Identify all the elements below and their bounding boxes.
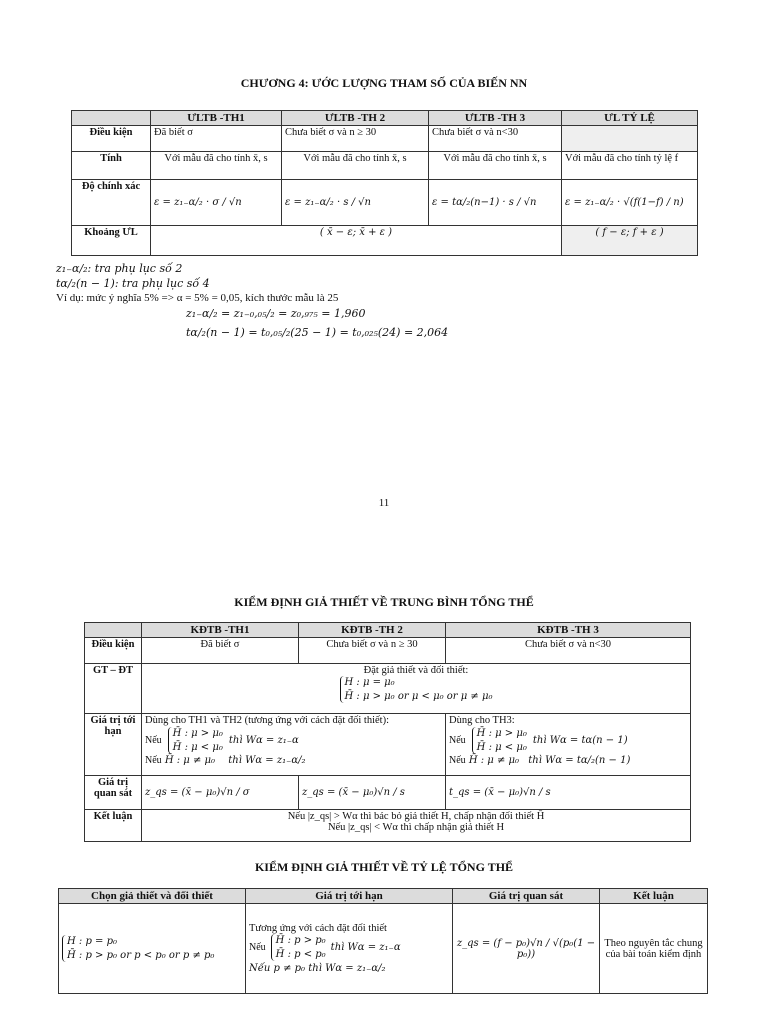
cell-compute-ratio: Với mẫu đã cho tính tỷ lệ f: [562, 152, 698, 180]
cell-precision-th1: ε = z₁₋α/₂ · σ / √n: [151, 180, 282, 226]
note-t-table: tα/₂(n − 1): tra phụ lục số 4: [56, 277, 210, 290]
ratio-test-table: [58, 888, 708, 994]
cell-precision-th3: ε = tα/₂(n−1) · s / √n: [429, 180, 562, 226]
ratio-critical-a: H̄ : p > p₀: [275, 935, 326, 946]
row-label-condition: Điều kiện: [72, 126, 151, 152]
hypothesis-alt: H̄ : μ > μ₀ or μ < μ₀ or μ ≠ μ₀: [344, 690, 493, 702]
cell-observed-kd1: z_qs = (x̄ − μ₀)√n / σ: [142, 776, 299, 810]
cell-condition-th2: Chưa biết σ và n ≥ 30: [282, 126, 429, 152]
critical-left-neu-2: Nếu: [145, 755, 162, 766]
critical-right-c: H̄ : μ ≠ μ₀: [468, 755, 520, 766]
row-label-compute: Tính: [72, 152, 151, 180]
corner-cell: [72, 111, 151, 126]
hypothesis-system: [340, 676, 493, 703]
cell-ratio-critical: [246, 904, 453, 994]
cell-condition-ratio: [562, 126, 698, 152]
cell-ratio-hypothesis: [59, 904, 246, 994]
col-header-ratio: ƯL TỶ LỆ: [562, 111, 698, 126]
col-header-kd2: KĐTB -TH 2: [299, 623, 446, 638]
col-header-th3: ƯLTB -TH 3: [429, 111, 562, 126]
note-z-table: z₁₋α/₂: tra phụ lục số 2: [56, 262, 183, 275]
critical-right-neu-2: Nếu: [449, 755, 466, 766]
cell-observed-kd3: t_qs = (x̄ − μ₀)√n / s: [446, 776, 691, 810]
critical-left-c-result: thì Wα = z₁₋α/₂: [228, 755, 306, 766]
critical-left-a-result: thì Wα = z₁₋α: [228, 735, 299, 746]
row-label-critical: Giá trị tới hạn: [85, 714, 142, 776]
cell-conclusion: [142, 810, 691, 842]
col-header-conclusion: Kết luận: [600, 889, 708, 904]
cell-condition-kd1: Đã biết σ: [142, 638, 299, 664]
hypothesis-null: H : μ = μ₀: [344, 677, 395, 688]
critical-left-c: H̄ : μ ≠ μ₀: [164, 755, 216, 766]
cell-ratio-observed: z_qs = (f − p₀)√n / √(p₀(1 − p₀)): [453, 904, 600, 994]
cell-compute-th1: Với mẫu đã cho tính x̄, s: [151, 152, 282, 180]
chapter-title: CHƯƠNG 4: ƯỚC LƯỢNG THAM SỐ CỦA BIẾN NN: [240, 76, 528, 90]
cell-precision-th2: ε = z₁₋α/₂ · s / √n: [282, 180, 429, 226]
critical-right-c-result: thì Wα = tα/₂(n − 1): [528, 755, 631, 766]
cell-observed-kd2: z_qs = (x̄ − μ₀)√n / s: [299, 776, 446, 810]
critical-right-a-result: thì Wα = tα(n − 1): [532, 735, 628, 746]
col-header-choose: Chọn giả thiết và đối thiết: [59, 889, 246, 904]
cell-condition-kd2: Chưa biết σ và n ≥ 30: [299, 638, 446, 664]
cell-interval-ratio: ( f − ε; f + ε ): [562, 226, 698, 256]
ratio-critical-b: H̄ : p < p₀: [275, 948, 326, 960]
critical-left-b: H̄ : μ < μ₀: [172, 741, 223, 753]
note-example-t: tα/₂(n − 1) = t₀,₀₅/₂(25 − 1) = t₀,₀₂₅(24) = 2,064: [186, 326, 449, 339]
corner-cell-2: [85, 623, 142, 638]
cell-condition-kd3: Chưa biết σ và n<30: [446, 638, 691, 664]
ratio-critical-c: Nếu p ≠ p₀ thì Wα = z₁₋α/₂: [249, 963, 386, 974]
conclusion-reject: Nếu |z_qs| > Wα thì bác bỏ giả thiết H, chấp nhận đối thiết H̄: [287, 811, 545, 822]
critical-left-a: H̄ : μ > μ₀: [172, 728, 223, 739]
row-label-precision: Độ chính xác: [72, 180, 151, 226]
cell-precision-ratio: ε = z₁₋α/₂ · √(f(1−f) / n): [562, 180, 698, 226]
ratio-critical-neu: Nếu: [249, 942, 266, 953]
ratio-hypothesis-alt: H̄ : p > p₀ or p < p₀ or p ≠ p₀: [67, 949, 215, 961]
cell-critical-left: [142, 714, 446, 776]
row-label-interval: Khoảng ƯL: [72, 226, 151, 256]
critical-left-neu: Nếu: [145, 735, 162, 746]
mean-test-table: [84, 622, 691, 842]
cell-compute-th3: Với mẫu đã cho tính x̄, s: [429, 152, 562, 180]
col-header-th2: ƯLTB -TH 2: [282, 111, 429, 126]
ratio-hypothesis-null: H : p = p₀: [67, 936, 117, 947]
critical-right-intro: Dùng cho TH3:: [449, 715, 515, 726]
critical-left-intro: Dùng cho TH1 và TH2 (tương ứng với cách đặt đối thiết):: [145, 715, 390, 726]
note-example: Ví dụ: mức ý nghĩa 5% => α = 5% = 0,05, kích thước mẫu là 25: [56, 292, 339, 304]
cell-condition-th1: Đã biết σ: [151, 126, 282, 152]
cell-interval-mean: ( x̄ − ε; x̄ + ε ): [151, 226, 562, 256]
cell-hypothesis: [142, 664, 691, 714]
hypothesis-ratio-title: KIỂM ĐỊNH GIẢ THIẾT VỀ TỶ LỆ TỔNG THỂ: [254, 860, 514, 874]
row-label-observed: Giá trị quan sát: [85, 776, 142, 810]
conclusion-accept: Nếu |z_qs| < Wα thì chấp nhận giả thiết H: [327, 822, 505, 833]
critical-right-a: H̄ : μ > μ₀: [476, 728, 527, 739]
row-label-condition-2: Điều kiện: [85, 638, 142, 664]
hypothesis-mean-title: KIỂM ĐỊNH GIẢ THIẾT VỀ TRUNG BÌNH TỔNG THỂ: [234, 595, 534, 609]
cell-compute-th2: Với mẫu đã cho tính x̄, s: [282, 152, 429, 180]
ratio-critical-a-result: thì Wα = z₁₋α: [330, 942, 401, 953]
notes-block: [56, 262, 448, 339]
critical-right-neu: Nếu: [449, 735, 466, 746]
row-label-hypothesis: GT – ĐT: [85, 664, 142, 714]
col-header-critical: Giá trị tới hạn: [246, 889, 453, 904]
cell-ratio-conclusion: Theo nguyên tắc chung của bài toán kiểm định: [600, 904, 708, 994]
col-header-th1: ƯLTB -TH1: [151, 111, 282, 126]
cell-condition-th3: Chưa biết σ và n<30: [429, 126, 562, 152]
col-header-kd3: KĐTB -TH 3: [446, 623, 691, 638]
estimation-table: [71, 110, 698, 256]
col-header-kd1: KĐTB -TH1: [142, 623, 299, 638]
hypothesis-intro: Đặt giả thiết và đối thiết:: [363, 665, 469, 676]
cell-critical-right: [446, 714, 691, 776]
critical-right-b: H̄ : μ < μ₀: [476, 741, 527, 753]
row-label-conclusion: Kết luận: [85, 810, 142, 842]
col-header-observed: Giá trị quan sát: [453, 889, 600, 904]
ratio-critical-intro: Tương ứng với cách đặt đối thiết: [249, 923, 387, 934]
note-example-z: z₁₋α/₂ = z₁₋₀,₀₅/₂ = z₀,₉₇₅ = 1,960: [186, 307, 366, 320]
page-number: 11: [378, 497, 390, 509]
